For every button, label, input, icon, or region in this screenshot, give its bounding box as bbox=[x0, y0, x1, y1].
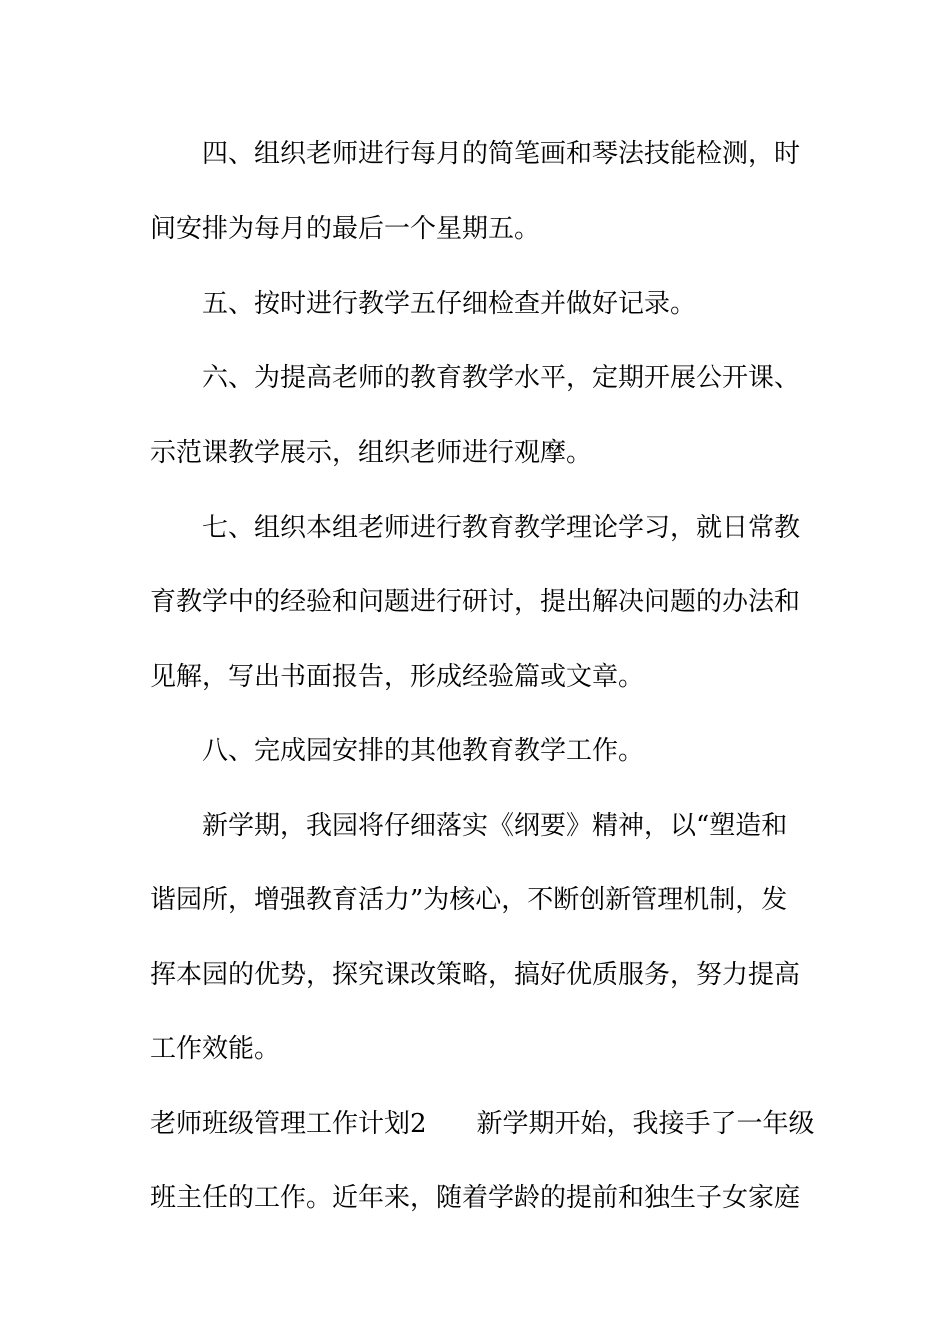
paragraph-8-line-1: 八、完成园安排的其他教育教学工作。 bbox=[202, 736, 645, 766]
paragraph-summary-line-1: 新学期，我园将仔细落实《纲要》精神，以“塑造和 bbox=[202, 811, 788, 841]
paragraph-4-line-1: 四、组织老师进行每月的简笔画和琴法技能检测，时 bbox=[202, 139, 801, 169]
paragraph-7-line-1: 七、组织本组老师进行教育教学理论学习，就日常教 bbox=[202, 513, 801, 543]
section-first-sentence: 新学期开始，我接手了一年级 bbox=[476, 1109, 815, 1139]
paragraph-summary-line-4: 工作效能。 bbox=[150, 1034, 281, 1064]
paragraph-5-line-1: 五、按时进行教学五仔细检查并做好记录。 bbox=[202, 289, 697, 319]
paragraph-summary-line-3: 挥本园的优势，探究课改策略，搞好优质服务，努力提高 bbox=[150, 960, 801, 990]
paragraph-4-line-2: 间安排为每月的最后一个星期五。 bbox=[150, 214, 541, 244]
paragraph-7-line-2: 育教学中的经验和问题进行研讨，提出解决问题的办法和 bbox=[150, 587, 801, 617]
section-heading: 老师班级管理工作计划2 bbox=[150, 1109, 427, 1139]
paragraph-summary-line-2: 谐园所，增强教育活力”为核心，不断创新管理机制，发 bbox=[150, 885, 788, 915]
section-paragraph-line-2: 班主任的工作。近年来，随着学龄的提前和独生子女家庭 bbox=[150, 1183, 801, 1213]
paragraph-6-line-1: 六、为提高老师的教育教学水平，定期开展公开课、 bbox=[202, 363, 801, 393]
paragraph-7-line-3: 见解，写出书面报告，形成经验篇或文章。 bbox=[150, 662, 645, 692]
paragraph-6-line-2: 示范课教学展示，组织老师进行观摩。 bbox=[150, 438, 593, 468]
section-heading-line bbox=[150, 1106, 815, 1142]
